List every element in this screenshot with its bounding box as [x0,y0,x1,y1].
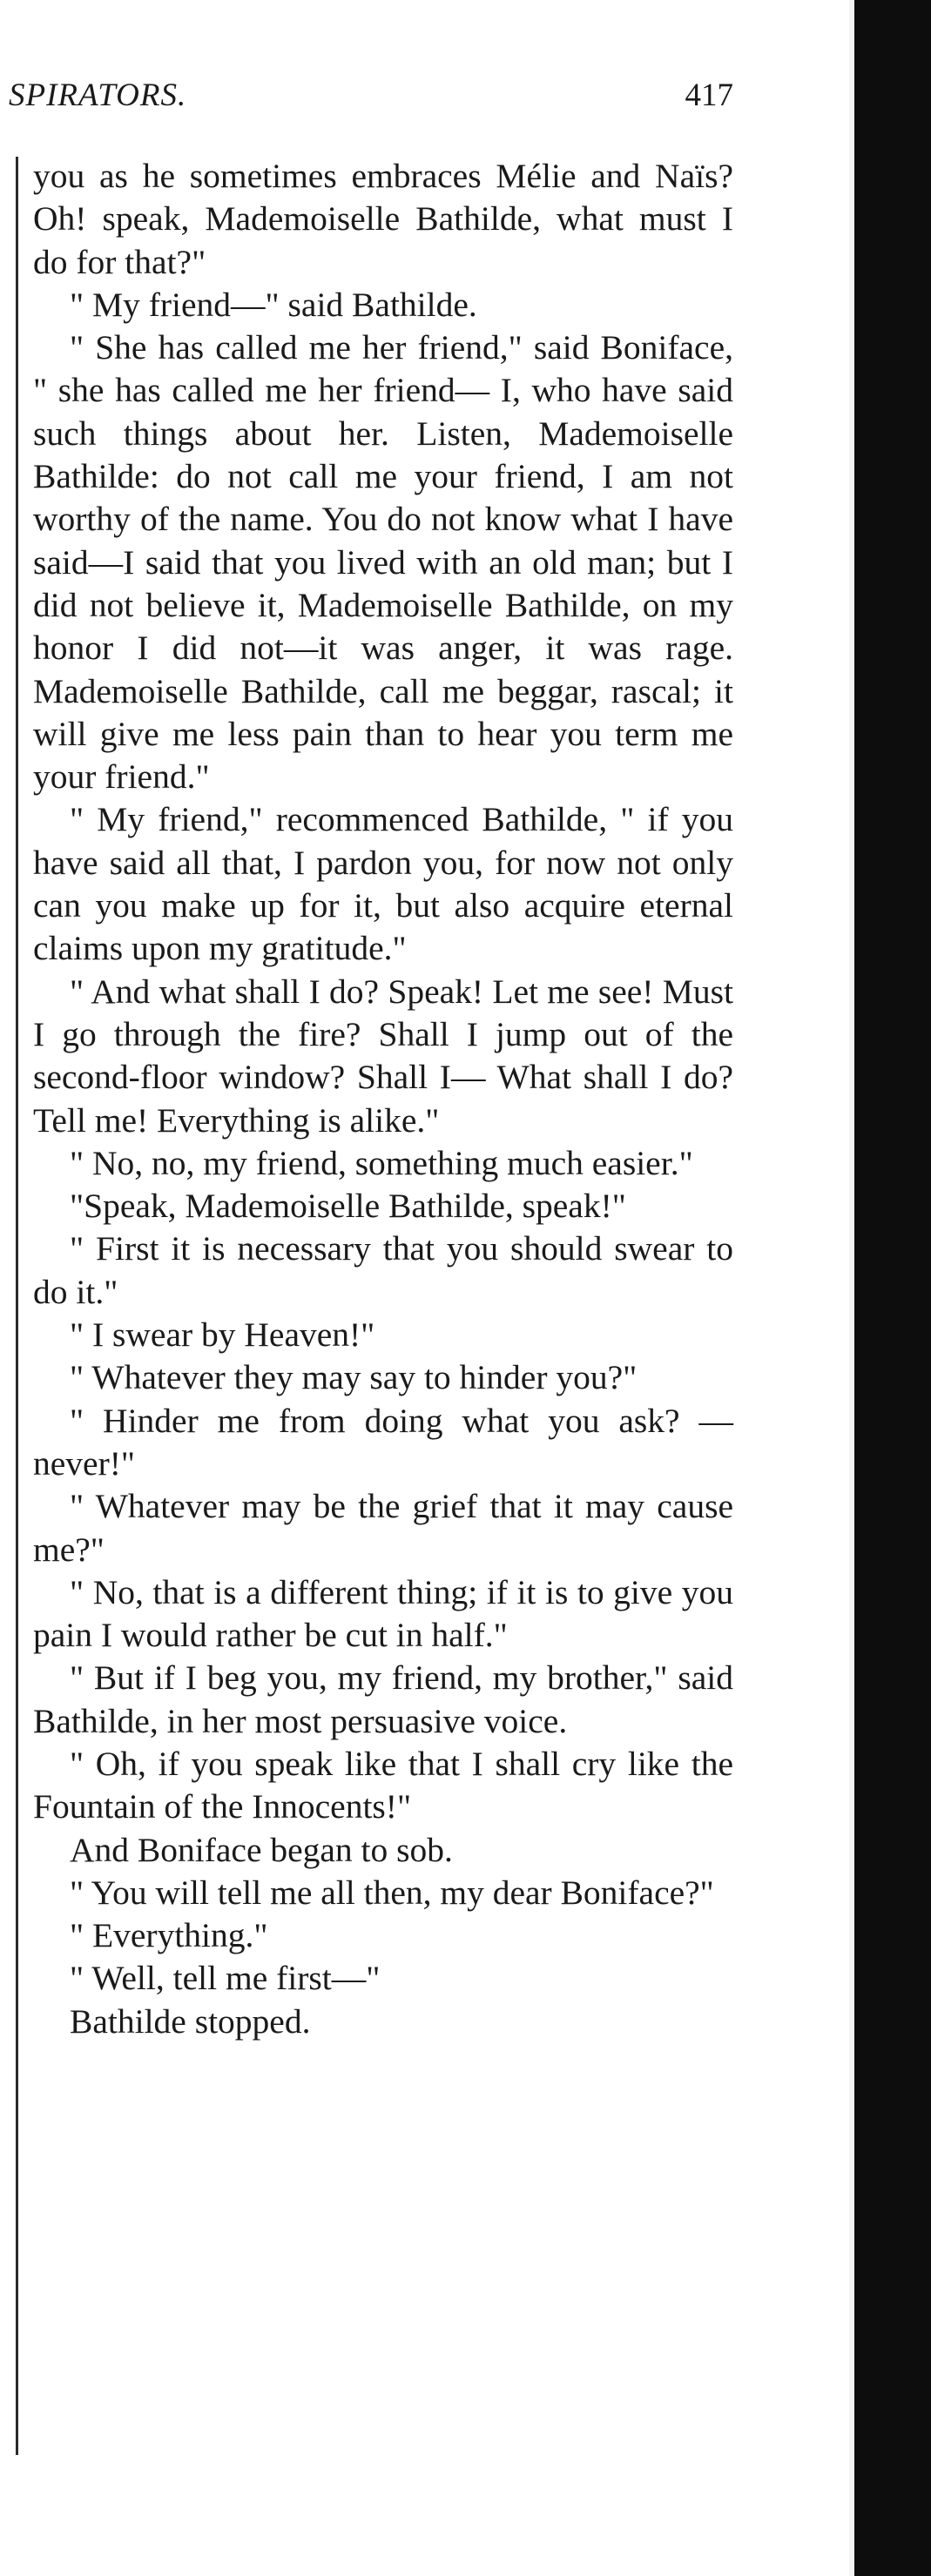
page-number: 417 [685,77,733,113]
paragraph: " Well, tell me first—" [70,1959,381,1998]
paragraph: " I swear by Heaven!" [70,1315,375,1355]
paragraph: " My friend—" said Bathilde. [70,285,477,324]
margin-rule [16,157,18,2455]
paragraph: " Everything." [70,1916,268,1955]
paragraph: " My friend," recommenced Bathilde, " if you have said all that, I pardon you, for now not only can you make up for it, but also acquire eternal claims upon my gratitude." [33,800,733,968]
paragraph: And Boniface began to sob. [70,1830,453,1869]
paragraph: " Whatever they may say to hinder you?" [70,1358,638,1397]
paragraph: " Whatever may be the grief that it may cause me?" [33,1487,733,1569]
paragraph: " No, no, my friend, something much easier." [70,1143,693,1182]
body-text [33,155,733,2043]
paragraph: " Oh, if you speak like that I shall cry like the Fountain of the Innocents!" [33,1744,733,1826]
paragraph: "Speak, Mademoiselle Bathilde, speak!" [70,1187,626,1226]
paragraph: you as he sometimes embraces Mélie and Naïs? Oh! speak, Mademoiselle Bathilde, what must I do for that?" [33,157,733,281]
paragraph: " She has called me her friend," said Boniface, " she has called me her friend— I, who have said such things about her. Listen, Mademoiselle Bathilde: do not call me your friend, I am not worthy of the name. You do not know what I have said—I said that you lived with an old man; but I did not believe it, Mademoiselle Bathilde, on my honor I did not—it was anger, it was rage. Mademoiselle Bathilde, call me beggar, rascal; it will give me less pain than to hear you term me your friend." [33,328,733,797]
paragraph: " Hinder me from doing what you ask? —never!" [33,1401,733,1483]
running-head: SPIRATORS. [9,77,187,113]
paragraph: " And what shall I do? Speak! Let me see! Must I go through the fire? Shall I jump out of the second-floor window? Shall I— What shall I do? Tell me! Everything is alike." [33,972,733,1140]
page-header [9,77,733,129]
paragraph: Bathilde stopped. [70,2001,311,2041]
scan-edge-bar [854,0,931,2576]
paragraph: " You will tell me all then, my dear Boniface?" [70,1873,714,1912]
paragraph: " No, that is a different thing; if it is to give you pain I would rather be cut in half." [33,1572,733,1655]
paragraph: " First it is necessary that you should swear to do it." [33,1229,733,1311]
paragraph: " But if I beg you, my friend, my brother," said Bathilde, in her most persuasive voice. [33,1658,733,1740]
